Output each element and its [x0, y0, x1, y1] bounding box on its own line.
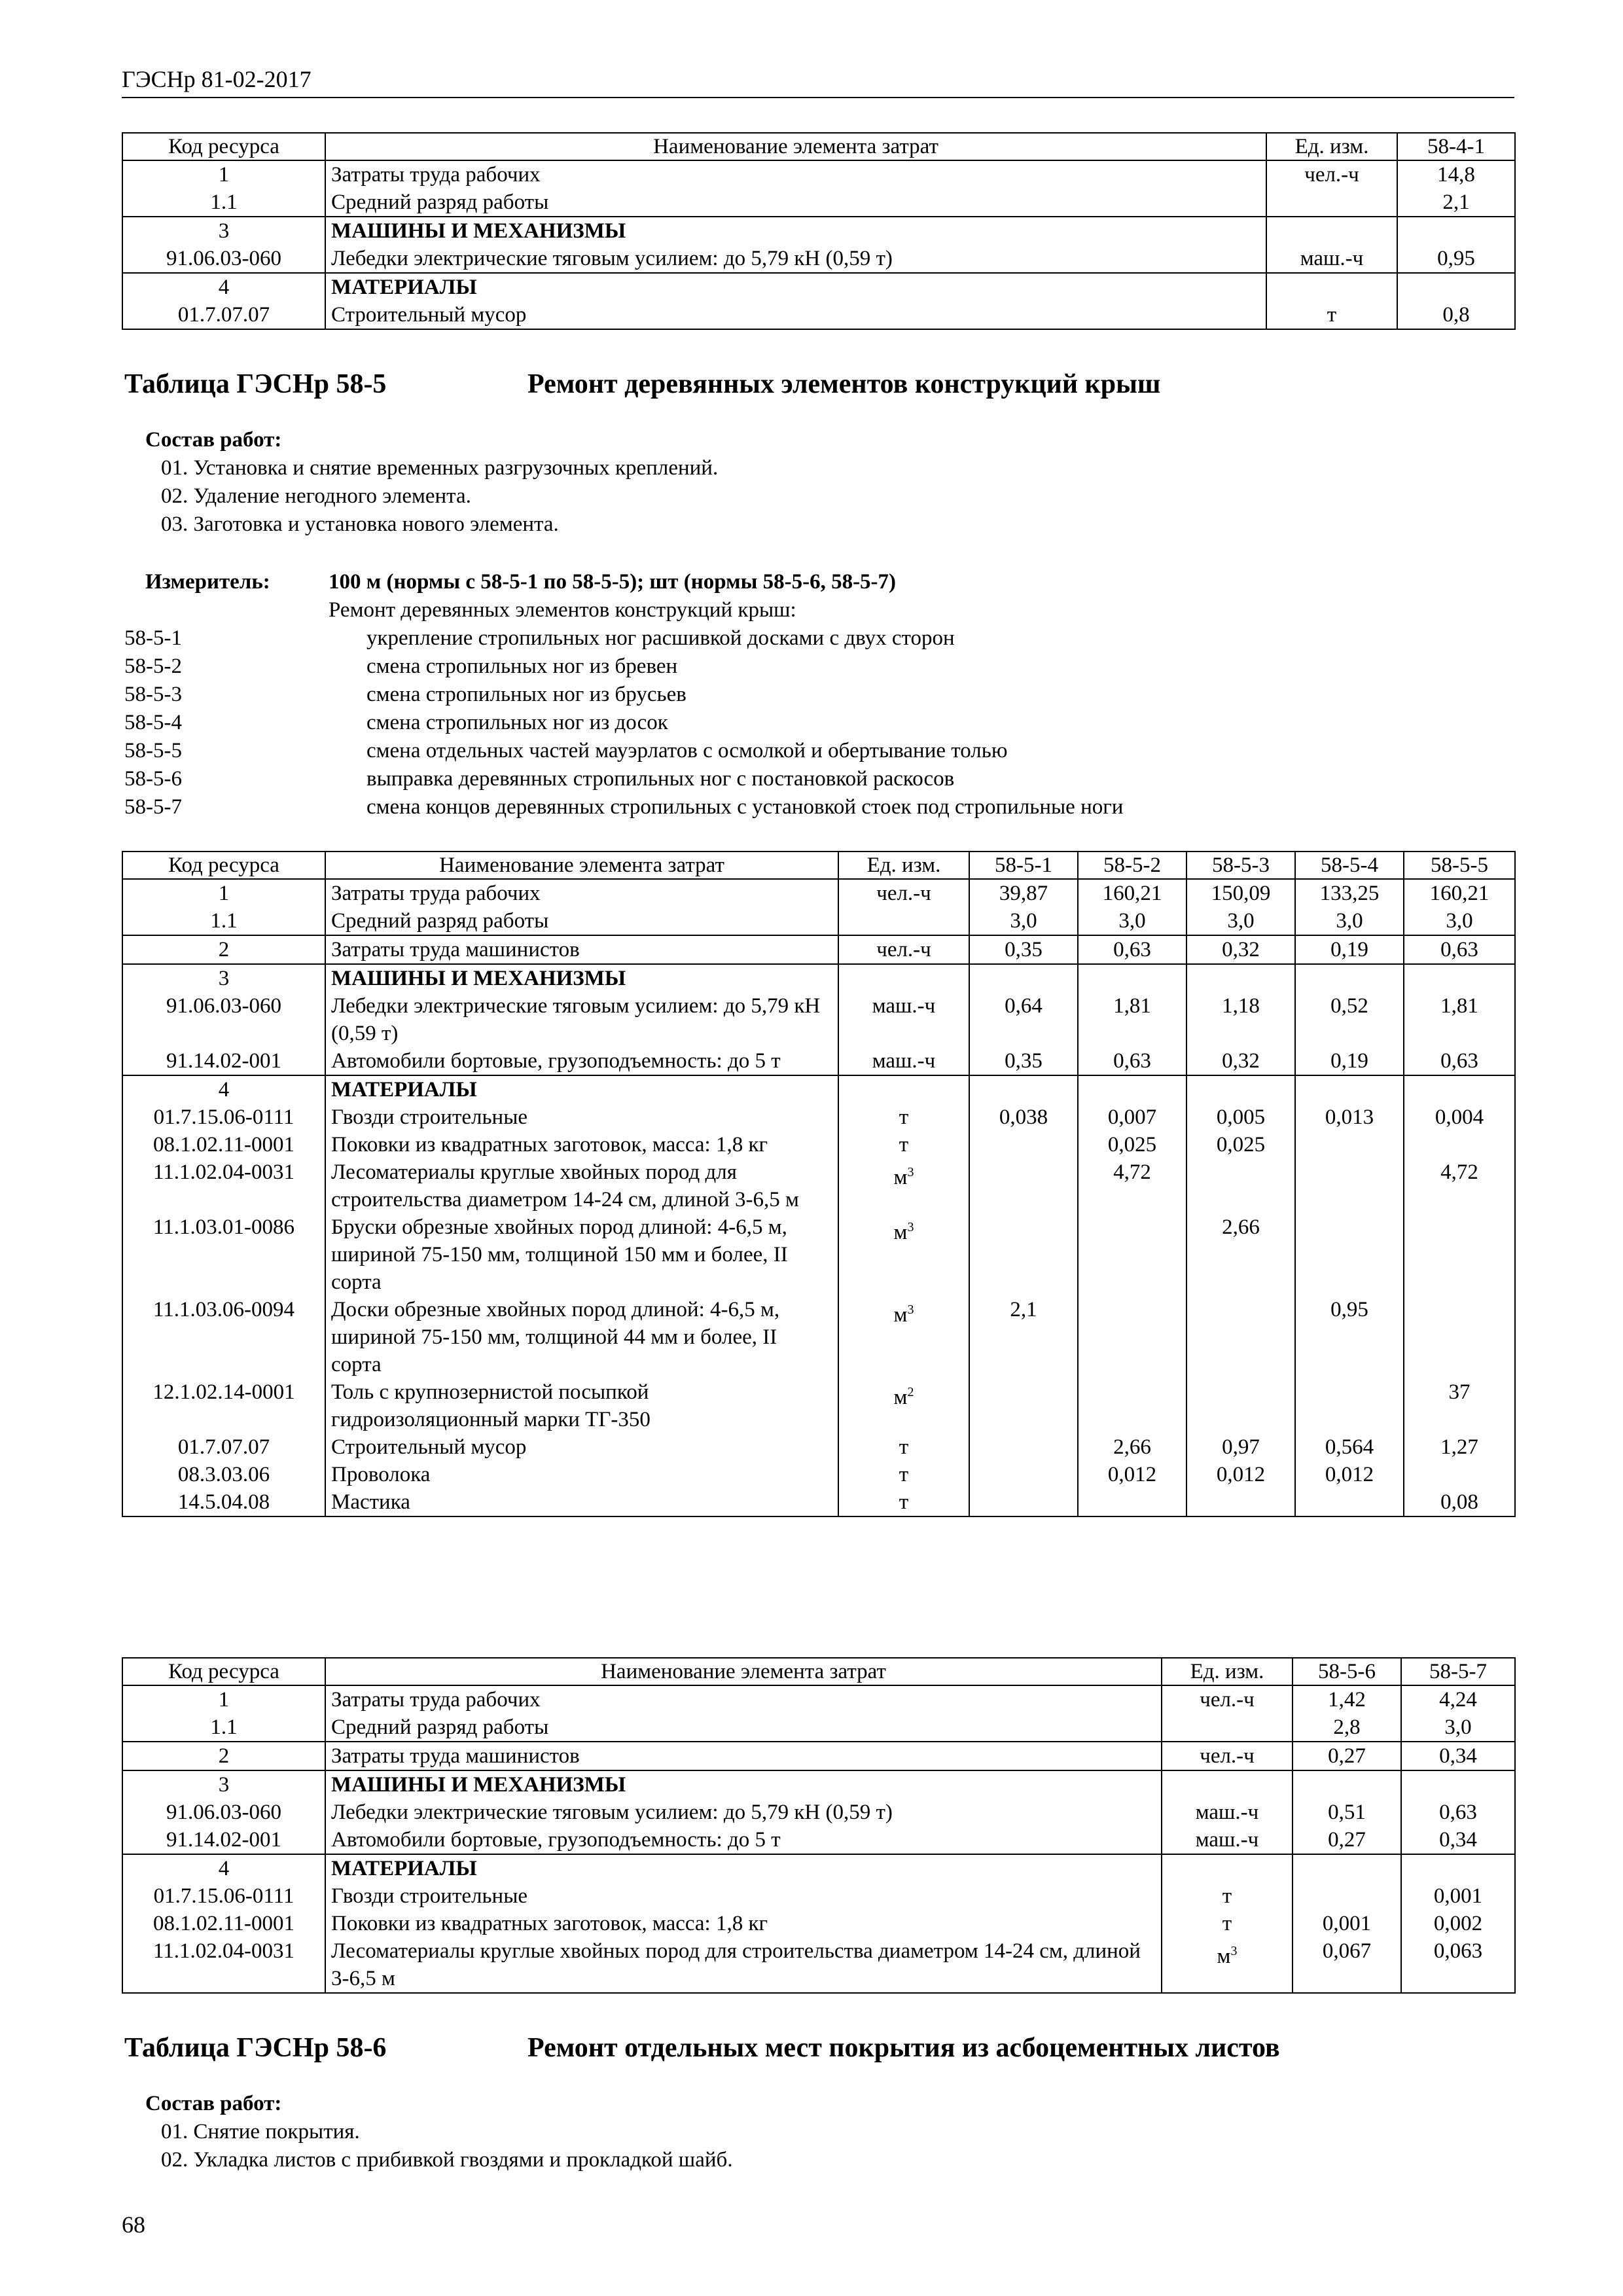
norm-value — [1078, 1378, 1186, 1433]
table-row — [122, 1685, 1515, 1713]
resource-code: 01.7.15.06-0111 — [122, 1882, 325, 1910]
work-item: 02. Удаление негодного элемента. — [161, 484, 471, 508]
norm-value — [1078, 1075, 1186, 1103]
unit — [1266, 217, 1397, 245]
norm-value: 0,52 — [1295, 992, 1404, 1047]
work-items-list-58-6 — [161, 2118, 733, 2174]
norm-value: 3,0 — [1404, 907, 1515, 935]
table-row — [122, 879, 1515, 907]
meter-label: Измеритель: — [145, 570, 270, 594]
column-header: 58-5-3 — [1186, 852, 1295, 879]
table-58-4-continuation — [122, 132, 1516, 330]
resource-code: 91.06.03-060 — [122, 245, 325, 273]
norm-value: 2,1 — [1397, 188, 1515, 217]
document-code: ГЭСНр 81-02-2017 — [122, 66, 312, 92]
resource-code: 4 — [122, 1854, 325, 1882]
norm-value: 0,007 — [1078, 1103, 1186, 1131]
norm-value — [1078, 1296, 1186, 1378]
norm-value: 0,004 — [1404, 1103, 1515, 1131]
table-header-row — [122, 852, 1515, 879]
table-row — [122, 964, 1515, 992]
norm-value — [1404, 1075, 1515, 1103]
table-row — [122, 907, 1515, 935]
norm-value — [1295, 1213, 1404, 1296]
resource-code: 3 — [122, 1770, 325, 1799]
resource-code: 1 — [122, 879, 325, 907]
norm-value: 0,038 — [969, 1103, 1078, 1131]
column-header: Код ресурса — [122, 133, 325, 160]
norm-value: 1,27 — [1404, 1433, 1515, 1461]
norm-value: 1,81 — [1404, 992, 1515, 1047]
unit: т — [838, 1433, 969, 1461]
unit: $м^3$ — [838, 1213, 969, 1296]
norm-value: 0,19 — [1295, 935, 1404, 964]
resource-name: МАШИНЫ И МЕХАНИЗМЫ — [325, 217, 1266, 245]
resource-name: Толь с крупнозернистой посыпкой гидроизоляционный марки ТГ-350 — [325, 1378, 838, 1433]
norm-value: 0,34 — [1401, 1742, 1515, 1770]
resource-name: МАТЕРИАЛЫ — [325, 1854, 1162, 1882]
norm-value — [1295, 1488, 1404, 1516]
resource-name: Поковки из квадратных заготовок, масса: 1,8 кг — [325, 1910, 1162, 1937]
table-header-row — [122, 1658, 1515, 1685]
norm-code: 58-5-6 — [124, 767, 182, 791]
resource-name: Автомобили бортовые, грузоподъемность: до 5 т — [325, 1047, 838, 1075]
norm-value — [1404, 1296, 1515, 1378]
resource-code: 91.14.02-001 — [122, 1047, 325, 1075]
norm-value — [969, 1433, 1078, 1461]
column-header: 58-5-2 — [1078, 852, 1186, 879]
resource-name: МАТЕРИАЛЫ — [325, 1075, 838, 1103]
norm-value — [969, 1213, 1078, 1296]
norm-value: 1,18 — [1186, 992, 1295, 1047]
resource-name: Бруски обрезные хвойных пород длиной: 4-6,5 м, шириной 75-150 мм, толщиной 150 мм и более, II сорта — [325, 1213, 838, 1296]
norm-value: 0,32 — [1186, 935, 1295, 964]
norm-value: 0,63 — [1078, 1047, 1186, 1075]
norm-value: 0,64 — [969, 992, 1078, 1047]
table-row — [122, 1826, 1515, 1854]
norm-value — [969, 1461, 1078, 1488]
norm-value — [1295, 1131, 1404, 1158]
resource-name: Строительный мусор — [325, 1433, 838, 1461]
resource-name: МАТЕРИАЛЫ — [325, 273, 1266, 301]
table-58-5-part1 — [122, 851, 1516, 1517]
norm-value: 0,63 — [1404, 935, 1515, 964]
resource-code: 1.1 — [122, 1713, 325, 1742]
resource-name: Лебедки электрические тяговым усилием: до 5,79 кН (0,59 т) — [325, 245, 1266, 273]
table-header-row — [122, 133, 1515, 160]
work-item: 01. Установка и снятие временных разгрузочных креплений. — [161, 456, 719, 480]
norms-heading: Ремонт деревянных элементов конструкций крыш: — [329, 598, 796, 622]
unit: $м^3$ — [838, 1158, 969, 1213]
resource-code: 11.1.03.01-0086 — [122, 1213, 325, 1296]
norm-value: 2,66 — [1186, 1213, 1295, 1296]
norm-description: смена стропильных ног из досок — [366, 711, 668, 734]
norm-value: 0,564 — [1295, 1433, 1404, 1461]
norm-value: 37 — [1404, 1378, 1515, 1433]
resource-name: Средний разряд работы — [325, 907, 838, 935]
work-item: 02. Укладка листов с прибивкой гвоздями и прокладкой шайб. — [161, 2148, 733, 2172]
column-header: Ед. изм. — [838, 852, 969, 879]
table-row — [122, 217, 1515, 245]
norm-value: 14,8 — [1397, 160, 1515, 188]
norm-value: 1,42 — [1293, 1685, 1401, 1713]
column-header: 58-5-7 — [1401, 1658, 1515, 1685]
norm-value: 4,72 — [1078, 1158, 1186, 1213]
resource-code: 1.1 — [122, 907, 325, 935]
norm-value: 0,97 — [1186, 1433, 1295, 1461]
resource-name: Лесоматериалы круглые хвойных пород для строительства диаметром 14-24 см, длиной 3-6,5 м — [325, 1937, 1162, 1993]
norm-value: 160,21 — [1404, 879, 1515, 907]
norm-value: 133,25 — [1295, 879, 1404, 907]
norm-value — [1404, 1461, 1515, 1488]
meter-value: 100 м (нормы с 58-5-1 по 58-5-5); шт (нормы 58-5-6, 58-5-7) — [329, 570, 897, 594]
unit: чел.-ч — [838, 879, 969, 907]
unit: $м^3$ — [1162, 1937, 1293, 1993]
table-row — [122, 1075, 1515, 1103]
norm-value: 0,63 — [1078, 935, 1186, 964]
norm-code: 58-5-2 — [124, 655, 182, 678]
unit — [1162, 1713, 1293, 1742]
unit: т — [838, 1488, 969, 1516]
table-row — [122, 1461, 1515, 1488]
resource-name: Поковки из квадратных заготовок, масса: 1,8 кг — [325, 1131, 838, 1158]
unit: т — [838, 1461, 969, 1488]
unit — [838, 1075, 969, 1103]
table-row — [122, 301, 1515, 329]
resource-code: 14.5.04.08 — [122, 1488, 325, 1516]
norm-value: 0,27 — [1293, 1742, 1401, 1770]
resource-code: 4 — [122, 1075, 325, 1103]
norm-value: 4,24 — [1401, 1685, 1515, 1713]
unit: т — [1162, 1882, 1293, 1910]
norm-value — [1078, 964, 1186, 992]
resource-name: Строительный мусор — [325, 301, 1266, 329]
column-header: 58-5-4 — [1295, 852, 1404, 879]
unit: чел.-ч — [1266, 160, 1397, 188]
resource-code: 1 — [122, 1685, 325, 1713]
norm-value — [1078, 1488, 1186, 1516]
resource-code: 1 — [122, 160, 325, 188]
table-row — [122, 1433, 1515, 1461]
work-item: 01. Снятие покрытия. — [161, 2120, 360, 2144]
work-items-list — [161, 454, 718, 539]
unit: т — [838, 1103, 969, 1131]
unit: т — [1266, 301, 1397, 329]
table-row — [122, 1799, 1515, 1826]
resource-name: Лесоматериалы круглые хвойных пород для строительства диаметром 14-24 см, длиной 3-6,5 м — [325, 1158, 838, 1213]
norm-value — [969, 1378, 1078, 1433]
resource-name: Затраты труда рабочих — [325, 1685, 1162, 1713]
unit — [1266, 273, 1397, 301]
column-header: 58-4-1 — [1397, 133, 1515, 160]
resource-name: Лебедки электрические тяговым усилием: до 5,79 кН (0,59 т) — [325, 1799, 1162, 1826]
table-row — [122, 1713, 1515, 1742]
norm-value — [969, 1075, 1078, 1103]
norm-value: 0,19 — [1295, 1047, 1404, 1075]
resource-code: 11.1.02.04-0031 — [122, 1158, 325, 1213]
unit: маш.-ч — [838, 1047, 969, 1075]
norm-code: 58-5-3 — [124, 683, 182, 706]
table-row — [122, 188, 1515, 217]
resource-code: 2 — [122, 935, 325, 964]
norm-value: 0,95 — [1295, 1296, 1404, 1378]
norm-value: 3,0 — [1295, 907, 1404, 935]
resource-name: Доски обрезные хвойных пород длиной: 4-6,5 м, шириной 75-150 мм, толщиной 44 мм и более, II сорта — [325, 1296, 838, 1378]
norm-code: 58-5-5 — [124, 739, 182, 762]
norm-value — [1401, 1770, 1515, 1799]
norm-value — [969, 1488, 1078, 1516]
norm-value — [1186, 1158, 1295, 1213]
resource-name: Мастика — [325, 1488, 838, 1516]
resource-code: 11.1.02.04-0031 — [122, 1937, 325, 1993]
resource-code: 08.1.02.11-0001 — [122, 1131, 325, 1158]
resource-name: МАШИНЫ И МЕХАНИЗМЫ — [325, 964, 838, 992]
work-composition-heading: Состав работ: — [145, 428, 282, 452]
resource-code: 1.1 — [122, 188, 325, 217]
column-header: Наименование элемента затрат — [325, 1658, 1162, 1685]
norm-description: смена стропильных ног из брусьев — [366, 683, 687, 706]
unit: чел.-ч — [838, 935, 969, 964]
column-header: Ед. изм. — [1266, 133, 1397, 160]
unit: $м^3$ — [838, 1296, 969, 1378]
norm-value: 0,067 — [1293, 1937, 1401, 1993]
norm-description: смена отдельных частей мауэрлатов с осмолкой и обертывание толью — [366, 739, 1008, 762]
column-header: Ед. изм. — [1162, 1658, 1293, 1685]
norm-value — [1295, 1158, 1404, 1213]
table-row — [122, 992, 1515, 1047]
table-row — [122, 1131, 1515, 1158]
table-row — [122, 1296, 1515, 1378]
norm-value: 0,005 — [1186, 1103, 1295, 1131]
norm-value: 0,025 — [1078, 1131, 1186, 1158]
norm-value: 3,0 — [1078, 907, 1186, 935]
table-row — [122, 1910, 1515, 1937]
norm-value: 0,063 — [1401, 1937, 1515, 1993]
norm-value — [1293, 1854, 1401, 1882]
norm-value: 0,013 — [1295, 1103, 1404, 1131]
table-title-58-5: Ремонт деревянных элементов конструкций крыш — [527, 369, 1161, 399]
resource-code: 3 — [122, 217, 325, 245]
column-header: 58-5-6 — [1293, 1658, 1401, 1685]
norms-list — [124, 624, 1302, 821]
column-header: 58-5-1 — [969, 852, 1078, 879]
work-item: 03. Заготовка и установка нового элемента. — [161, 512, 559, 536]
norm-value: 4,72 — [1404, 1158, 1515, 1213]
norm-value: 0,012 — [1186, 1461, 1295, 1488]
table-row — [122, 1882, 1515, 1910]
unit — [838, 907, 969, 935]
norm-value — [1295, 1378, 1404, 1433]
unit — [1162, 1770, 1293, 1799]
table-row — [122, 1158, 1515, 1213]
norm-value — [969, 964, 1078, 992]
norm-value: 0,63 — [1404, 1047, 1515, 1075]
table-row — [122, 1378, 1515, 1433]
table-row — [122, 273, 1515, 301]
table-row — [122, 160, 1515, 188]
unit: маш.-ч — [1162, 1826, 1293, 1854]
norm-value: 0,012 — [1078, 1461, 1186, 1488]
resource-name: Проволока — [325, 1461, 838, 1488]
norm-value: 160,21 — [1078, 879, 1186, 907]
norm-value: 3,0 — [1186, 907, 1295, 935]
norm-value: 0,34 — [1401, 1826, 1515, 1854]
norm-code: 58-5-4 — [124, 711, 182, 734]
unit: чел.-ч — [1162, 1742, 1293, 1770]
resource-name: Затраты труда рабочих — [325, 879, 838, 907]
table-row — [122, 1854, 1515, 1882]
norm-value — [1293, 1882, 1401, 1910]
resource-code: 01.7.15.06-0111 — [122, 1103, 325, 1131]
norm-value — [1186, 1296, 1295, 1378]
resource-code: 3 — [122, 964, 325, 992]
norm-value — [1295, 964, 1404, 992]
resource-name: Лебедки электрические тяговым усилием: до 5,79 кН (0,59 т) — [325, 992, 838, 1047]
norm-value: 1,81 — [1078, 992, 1186, 1047]
norm-value: 0,08 — [1404, 1488, 1515, 1516]
resource-name: Затраты труда машинистов — [325, 935, 838, 964]
resource-code: 11.1.03.06-0094 — [122, 1296, 325, 1378]
norm-value: 0,012 — [1295, 1461, 1404, 1488]
resource-code: 01.7.07.07 — [122, 1433, 325, 1461]
norm-value — [1186, 964, 1295, 992]
column-header: Наименование элемента затрат — [325, 852, 838, 879]
table-row — [122, 1213, 1515, 1296]
column-header: Наименование элемента затрат — [325, 133, 1266, 160]
table-row — [122, 1742, 1515, 1770]
norm-value: 0,001 — [1293, 1910, 1401, 1937]
unit: т — [1162, 1910, 1293, 1937]
resource-code: 91.06.03-060 — [122, 992, 325, 1047]
norm-value: 0,51 — [1293, 1799, 1401, 1826]
resource-code: 08.1.02.11-0001 — [122, 1910, 325, 1937]
page-number: 68 — [122, 2212, 145, 2238]
table-label-58-5: Таблица ГЭСНр 58-5 — [124, 369, 387, 399]
resource-code: 2 — [122, 1742, 325, 1770]
norm-value: 0,35 — [969, 935, 1078, 964]
table-title-58-6: Ремонт отдельных мест покрытия из асбоцементных листов — [527, 2033, 1280, 2063]
norm-description: смена стропильных ног из бревен — [366, 655, 678, 678]
norm-value: 0,95 — [1397, 245, 1515, 273]
norm-value: 3,0 — [1401, 1713, 1515, 1742]
norm-description: укрепление стропильных ног расшивкой досками с двух сторон — [366, 626, 955, 650]
unit — [838, 964, 969, 992]
table-label-58-6: Таблица ГЭСНр 58-6 — [124, 2033, 387, 2063]
norm-value — [1186, 1075, 1295, 1103]
norm-value: 39,87 — [969, 879, 1078, 907]
norm-value: 0,025 — [1186, 1131, 1295, 1158]
norm-value: 0,002 — [1401, 1910, 1515, 1937]
table-row — [122, 245, 1515, 273]
resource-name: Затраты труда рабочих — [325, 160, 1266, 188]
resource-code: 91.06.03-060 — [122, 1799, 325, 1826]
unit: маш.-ч — [1162, 1799, 1293, 1826]
norm-value: 3,0 — [969, 907, 1078, 935]
norm-value: 0,35 — [969, 1047, 1078, 1075]
table-row — [122, 1937, 1515, 1993]
table-row — [122, 1770, 1515, 1799]
resource-code: 4 — [122, 273, 325, 301]
unit — [1266, 188, 1397, 217]
unit — [1162, 1854, 1293, 1882]
norm-value: 2,1 — [969, 1296, 1078, 1378]
norm-value — [1293, 1770, 1401, 1799]
norm-value — [1404, 1213, 1515, 1296]
table-row — [122, 1488, 1515, 1516]
norm-value — [969, 1158, 1078, 1213]
norm-value — [1078, 1213, 1186, 1296]
norm-description: выправка деревянных стропильных ног с постановкой раскосов — [366, 767, 955, 791]
norm-code: 58-5-1 — [124, 626, 182, 650]
norm-value — [1295, 1075, 1404, 1103]
norm-value: 2,66 — [1078, 1433, 1186, 1461]
norm-value — [1186, 1378, 1295, 1433]
unit: $м^2$ — [838, 1378, 969, 1433]
column-header: Код ресурса — [122, 852, 325, 879]
norm-description: смена концов деревянных стропильных с установкой стоек под стропильные ноги — [366, 795, 1124, 819]
unit: маш.-ч — [1266, 245, 1397, 273]
unit: чел.-ч — [1162, 1685, 1293, 1713]
norm-value: 0,63 — [1401, 1799, 1515, 1826]
norm-value — [969, 1131, 1078, 1158]
resource-code: 91.14.02-001 — [122, 1826, 325, 1854]
norm-value: 0,27 — [1293, 1826, 1401, 1854]
resource-code: 01.7.07.07 — [122, 301, 325, 329]
resource-code: 12.1.02.14-0001 — [122, 1378, 325, 1433]
work-composition-heading-58-6: Состав работ: — [145, 2092, 282, 2115]
resource-name: Затраты труда машинистов — [325, 1742, 1162, 1770]
header-rule — [122, 97, 1514, 98]
unit: маш.-ч — [838, 992, 969, 1047]
norm-value — [1404, 964, 1515, 992]
resource-name: Средний разряд работы — [325, 1713, 1162, 1742]
norm-value: 2,8 — [1293, 1713, 1401, 1742]
norm-value — [1397, 217, 1515, 245]
norm-value: 0,8 — [1397, 301, 1515, 329]
resource-name: Средний разряд работы — [325, 188, 1266, 217]
column-header: 58-5-5 — [1404, 852, 1515, 879]
resource-code: 08.3.03.06 — [122, 1461, 325, 1488]
resource-name: Автомобили бортовые, грузоподъемность: до 5 т — [325, 1826, 1162, 1854]
norm-value: 0,32 — [1186, 1047, 1295, 1075]
unit: т — [838, 1131, 969, 1158]
resource-name: Гвозди строительные — [325, 1882, 1162, 1910]
norm-code: 58-5-7 — [124, 795, 182, 819]
table-row — [122, 1103, 1515, 1131]
resource-name: Гвозди строительные — [325, 1103, 838, 1131]
norm-value — [1397, 273, 1515, 301]
table-row — [122, 1047, 1515, 1075]
norm-value: 0,001 — [1401, 1882, 1515, 1910]
norm-value: 150,09 — [1186, 879, 1295, 907]
norm-value — [1186, 1488, 1295, 1516]
resource-name: МАШИНЫ И МЕХАНИЗМЫ — [325, 1770, 1162, 1799]
norm-value — [1404, 1131, 1515, 1158]
table-58-5-part2 — [122, 1657, 1516, 1994]
norm-value — [1401, 1854, 1515, 1882]
column-header: Код ресурса — [122, 1658, 325, 1685]
table-row — [122, 935, 1515, 964]
